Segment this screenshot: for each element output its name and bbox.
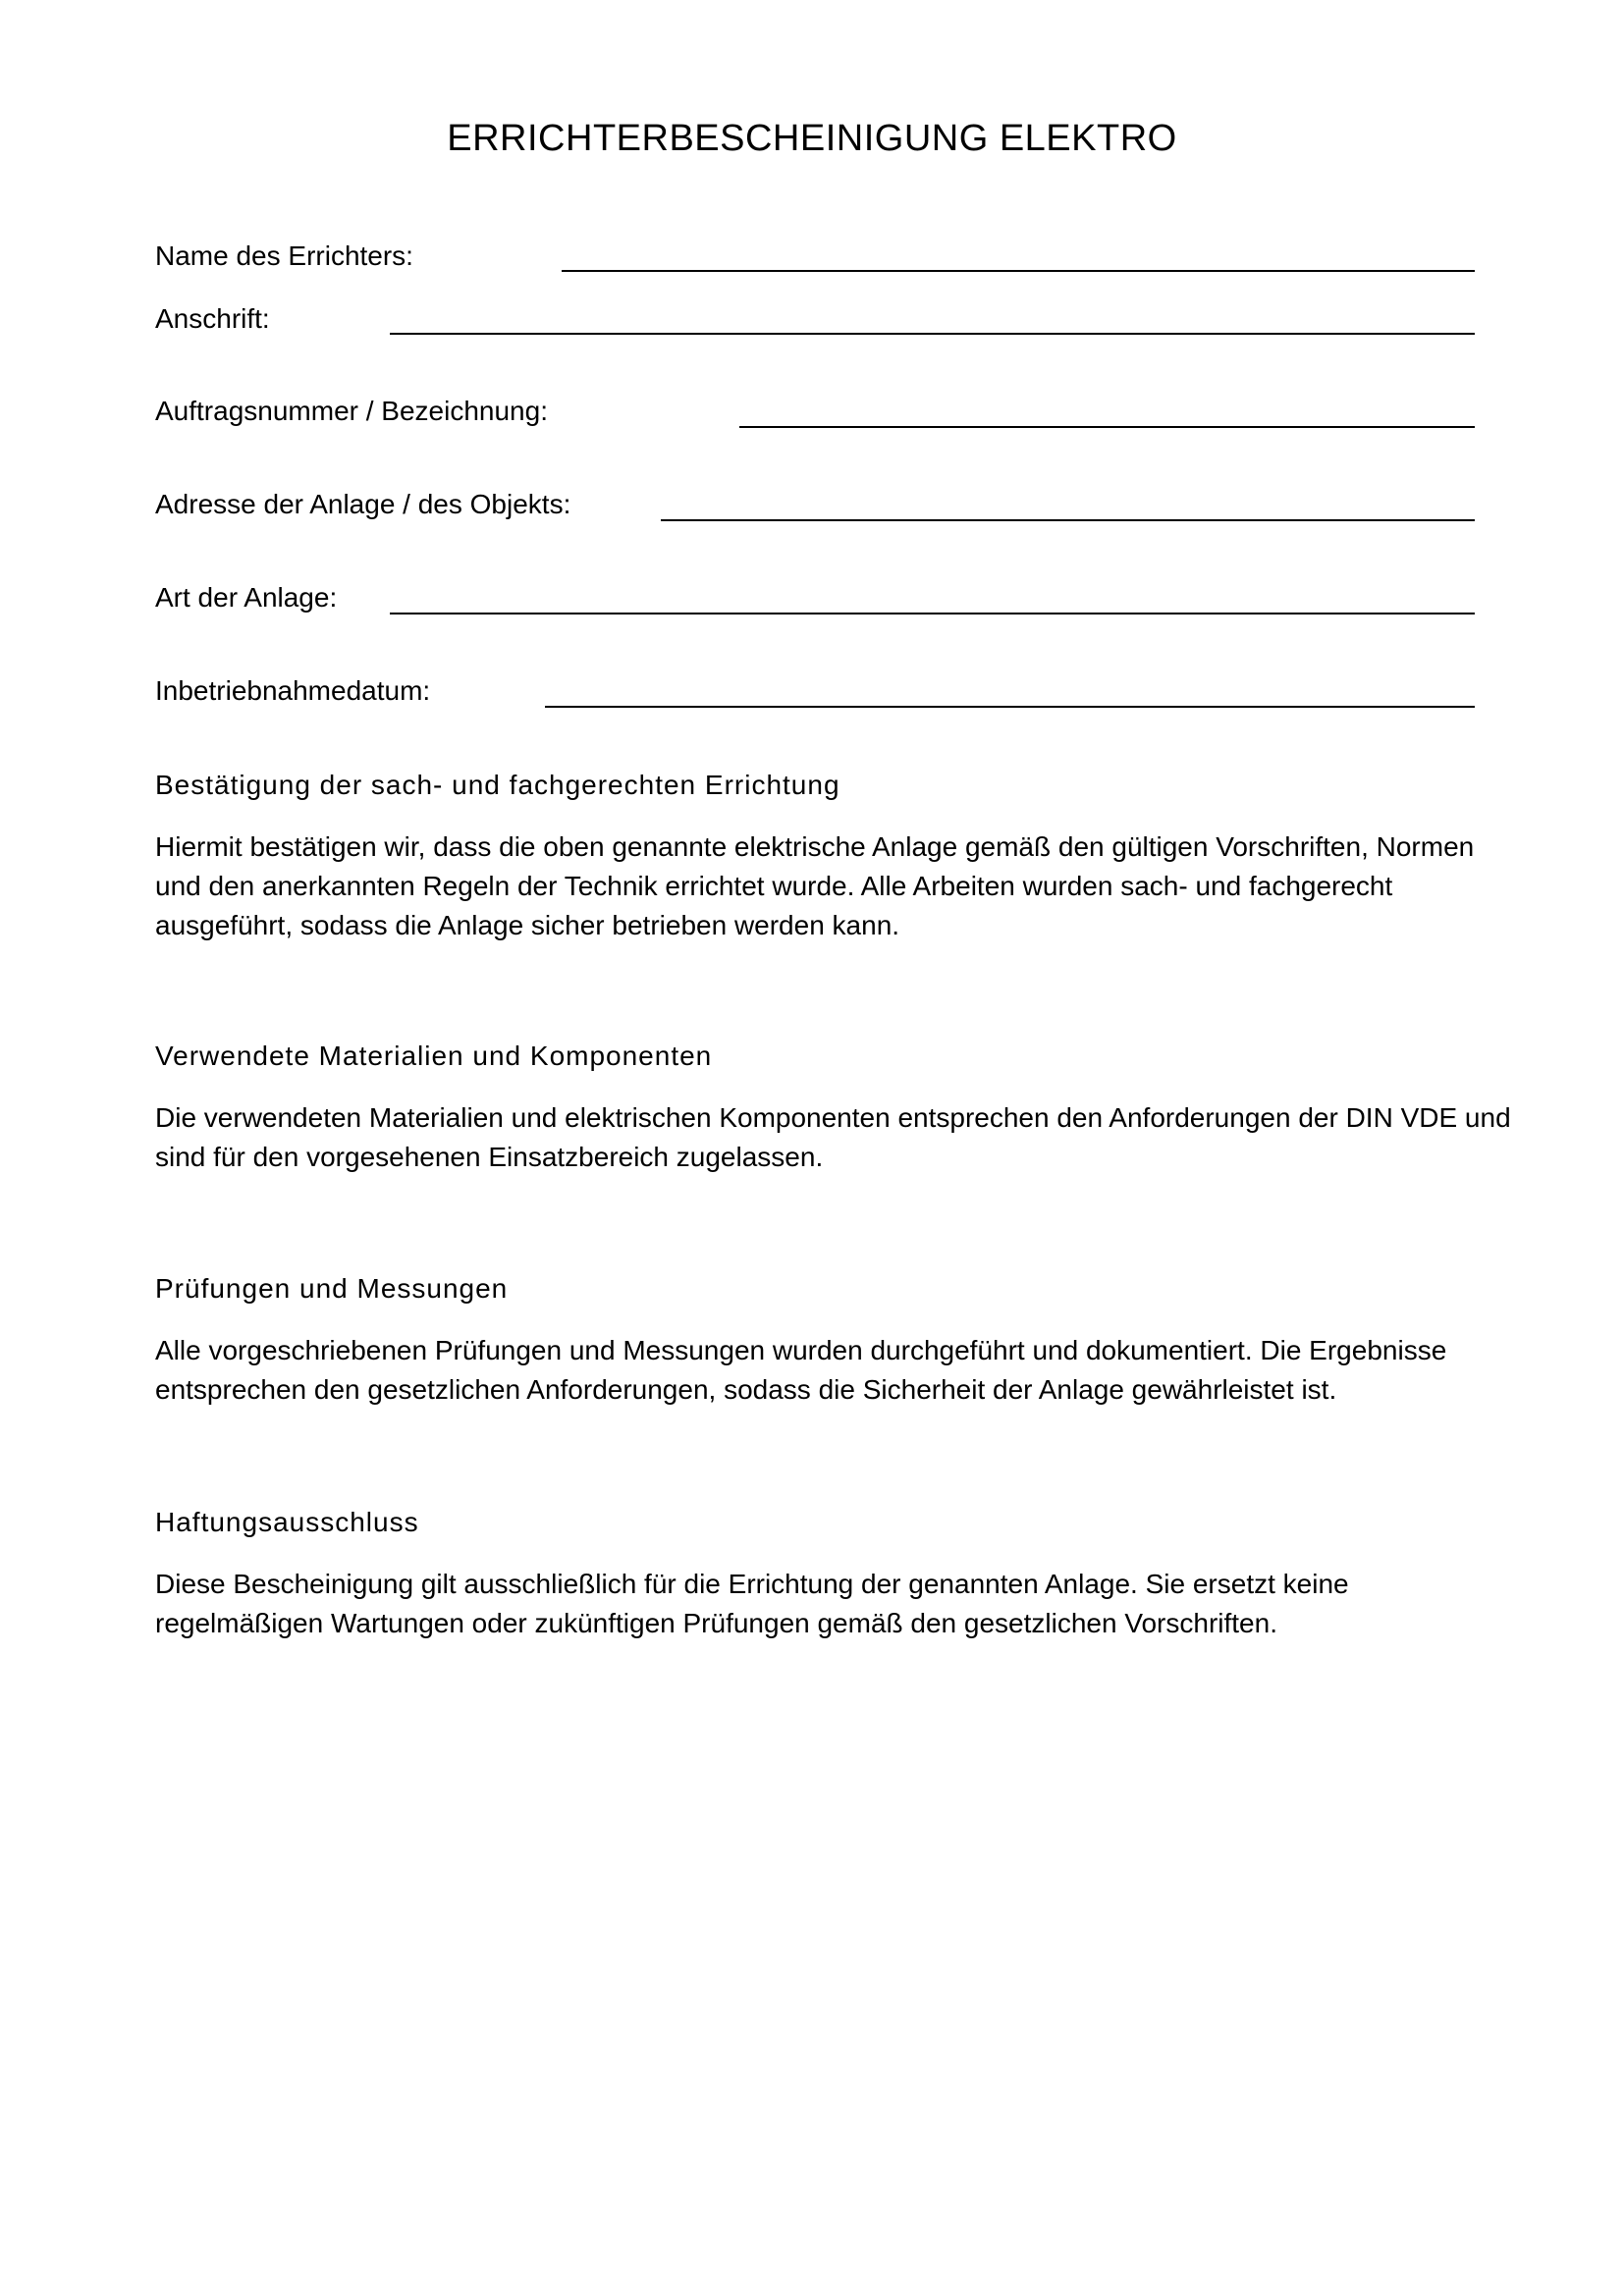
field-label-art-anlage: Art der Anlage:: [155, 582, 338, 613]
field-label-anschrift: Anschrift:: [155, 303, 270, 334]
field-line-errichter-name[interactable]: [562, 270, 1475, 272]
section-body-haftungsausschluss: Diese Bescheinigung gilt ausschließlich für die Errichtung der genannten Anlage. Sie ersetzt keine regelmäßigen Wartungen oder zukünftigen Prüfungen gemäß den gesetzlichen Vorschriften.: [155, 1569, 1349, 1638]
field-label-adresse-anlage: Adresse der Anlage / des Objekts:: [155, 489, 571, 519]
field-line-adresse-anlage[interactable]: [661, 519, 1475, 521]
section-body-errichtung: Hiermit bestätigen wir, dass die oben genannte elektrische Anlage gemäß den gültigen Vorschriften, Normen und den anerkannten Regeln der Technik errichtet wurde. Alle Arbeiten wurden sach- und fachgerecht ausgeführt, sodass die Anlage sicher betrieben werden kann.: [155, 831, 1475, 940]
section-body-pruefungen: Alle vorgeschriebenen Prüfungen und Messungen wurden durchgeführt und dokumentiert. Die Ergebnisse entsprechen den gesetzlichen Anforderungen, sodass die Sicherheit der Anlage gewährleistet ist.: [155, 1335, 1447, 1405]
section-body-materialien: Die verwendeten Materialien und elektrischen Komponenten entsprechen den Anforderungen der DIN VDE und sind für den vorgesehenen Einsatzbereich zugelassen.: [155, 1102, 1511, 1172]
field-label-auftragsnummer: Auftragsnummer / Bezeichnung:: [155, 396, 548, 426]
field-line-auftragsnummer[interactable]: [739, 426, 1475, 428]
field-line-anschrift[interactable]: [390, 333, 1475, 335]
document-title: ERRICHTERBESCHEINIGUNG ELEKTRO: [447, 118, 1177, 159]
field-line-inbetriebnahmedatum[interactable]: [545, 706, 1475, 708]
section-heading-materialien: Verwendete Materialien und Komponenten: [155, 1041, 713, 1071]
section-heading-errichtung: Bestätigung der sach- und fachgerechten Errichtung: [155, 770, 840, 800]
section-heading-pruefungen: Prüfungen und Messungen: [155, 1273, 509, 1304]
section-heading-haftungsausschluss: Haftungsausschluss: [155, 1507, 419, 1537]
field-line-art-anlage[interactable]: [390, 613, 1475, 614]
field-label-errichter-name: Name des Errichters:: [155, 240, 413, 271]
field-label-inbetriebnahmedatum: Inbetriebnahmedatum:: [155, 675, 431, 706]
